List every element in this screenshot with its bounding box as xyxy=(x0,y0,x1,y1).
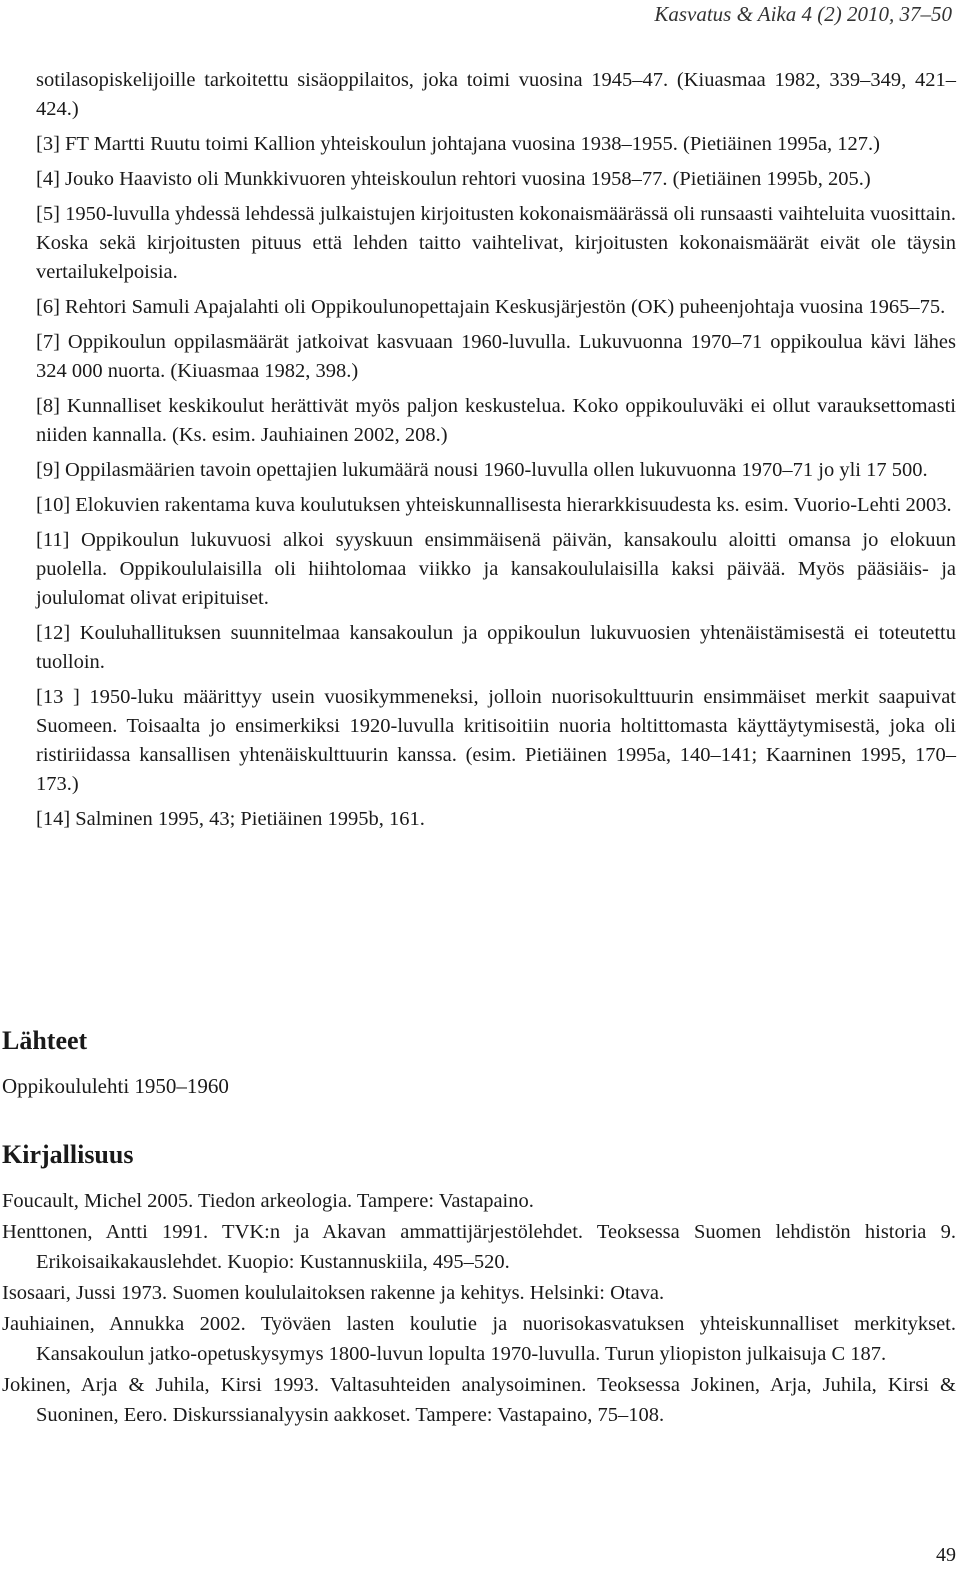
literature-heading: Kirjallisuus xyxy=(2,1140,134,1169)
endnote-8: [8] Kunnalliset keskikoulut herättivät myös paljon keskustelua. Koko oppikouluväki ei ollut varauksettomasti niiden kannalla. (Ks. esim. Jauhiainen 2002, 208.) xyxy=(36,395,956,446)
running-head: Kasvatus & Aika 4 (2) 2010, 37–50 xyxy=(654,2,952,26)
endnote-5: [5] 1950-luvulla yhdessä lehdessä julkaistujen kirjoitusten kokonaismäärässä oli runsaasti vaihteluita vuosittain. Koska sekä kirjoitusten pituus että lehden taitto vaihtelivat, kirjoitusten kokonaismäärät eivät ole täysin vertailukelpoisia. xyxy=(36,203,956,283)
endnote-14: [14] Salminen 1995, 43; Pietiäinen 1995b, 161. xyxy=(36,808,425,830)
endnote-6: [6] Rehtori Samuli Apajalahti oli Oppikoulunopettajain Keskusjärjestön (OK) puheenjohtaja vuosina 1965–75. xyxy=(36,296,946,318)
endnote-11: [11] Oppikoulun lukuvuosi alkoi syyskuun ensimmäisenä päivän, kansakoulu aloitti omansa jo elokuun puolella. Oppikoululaisilla oli hiihtolomaa viikko ja kansakoululaisilla kaksi päivää. Myös pääsiäis- ja joululomat olivat eripituiset. xyxy=(36,529,956,609)
endnote-4: [4] Jouko Haavisto oli Munkkivuoren yhteiskoulun rehtori vuosina 1958–77. (Pietiäinen 1995b, 205.) xyxy=(36,168,871,190)
reference-item: Henttonen, Antti 1991. TVK:n ja Akavan ammattijärjestölehdet. Teoksessa Suomen lehdistön historia 9. Erikoisaikakauslehdet. Kuopio: Kustannuskiila, 495–520. xyxy=(2,1221,956,1273)
sources-heading: Lähteet xyxy=(2,1026,88,1055)
endnotes xyxy=(36,66,956,840)
endnote-9: [9] Oppilasmäärien tavoin opettajien lukumäärä nousi 1960-luvulla ollen lukuvuonna 1970–71 jo yli 17 500. xyxy=(36,459,928,481)
endnote-7: [7] Oppikoulun oppilasmäärät jatkoivat kasvuaan 1960-luvulla. Lukuvuonna 1970–71 oppikoulua kävi lähes 324 000 nuorta. (Kiuasmaa 1982, 398.) xyxy=(36,331,956,382)
page-number: 49 xyxy=(936,1544,956,1566)
endnote-continuation: sotilasopiskelijoille tarkoitettu sisäoppilaitos, joka toimi vuosina 1945–47. (Kiuasmaa 1982, 339–349, 421–424.) xyxy=(36,69,956,120)
reference-list xyxy=(2,1186,956,1431)
endnote-13: [13 ] 1950-luku määrittyy usein vuosikymmeneksi, jolloin nuorisokulttuurin ensimmäiset merkit saapuivat Suomeen. Toisaalta jo ensimerkiksi 1920-luvulla kritisoitiin nuoria holtittomasta käyttäytymisestä, joka oli ristiriidassa kansallisen yhtenäiskulttuurin kanssa. (esim. Pietiäinen 1995a, 140–141; Kaarninen 1995, 170–173.) xyxy=(36,686,956,795)
endnote-12: [12] Kouluhallituksen suunnitelmaa kansakoulun ja oppikoulun lukuvuosien yhtenäistämisestä ei toteutettu tuolloin. xyxy=(36,622,956,673)
reference-item: Jauhiainen, Annukka 2002. Työväen lasten koulutie ja nuorisokasvatuksen yhteiskunnalliset merkitykset. Kansakoulun jatko-opetuskysymys 1800-luvun lopulta 1970-luvulla. Turun yliopiston julkaisuja C 187. xyxy=(2,1313,956,1365)
reference-item: Jokinen, Arja & Juhila, Kirsi 1993. Valtasuhteiden analysoiminen. Teoksessa Jokinen, Arja, Juhila, Kirsi & Suoninen, Eero. Diskurssianalyysin aakkoset. Tampere: Vastapaino, 75–108. xyxy=(2,1374,956,1426)
endnote-10: [10] Elokuvien rakentama kuva koulutuksen yhteiskunnallisesta hierarkkisuudesta ks. esim. Vuorio-Lehti 2003. xyxy=(36,494,952,516)
endnote-3: [3] FT Martti Ruutu toimi Kallion yhteiskoulun johtajana vuosina 1938–1955. (Pietiäinen 1995a, 127.) xyxy=(36,133,881,155)
reference-item: Foucault, Michel 2005. Tiedon arkeologia. Tampere: Vastapaino. xyxy=(2,1190,534,1212)
reference-item: Isosaari, Jussi 1973. Suomen koululaitoksen rakenne ja kehitys. Helsinki: Otava. xyxy=(2,1282,665,1304)
sources-item: Oppikoululehti 1950–1960 xyxy=(2,1074,229,1098)
